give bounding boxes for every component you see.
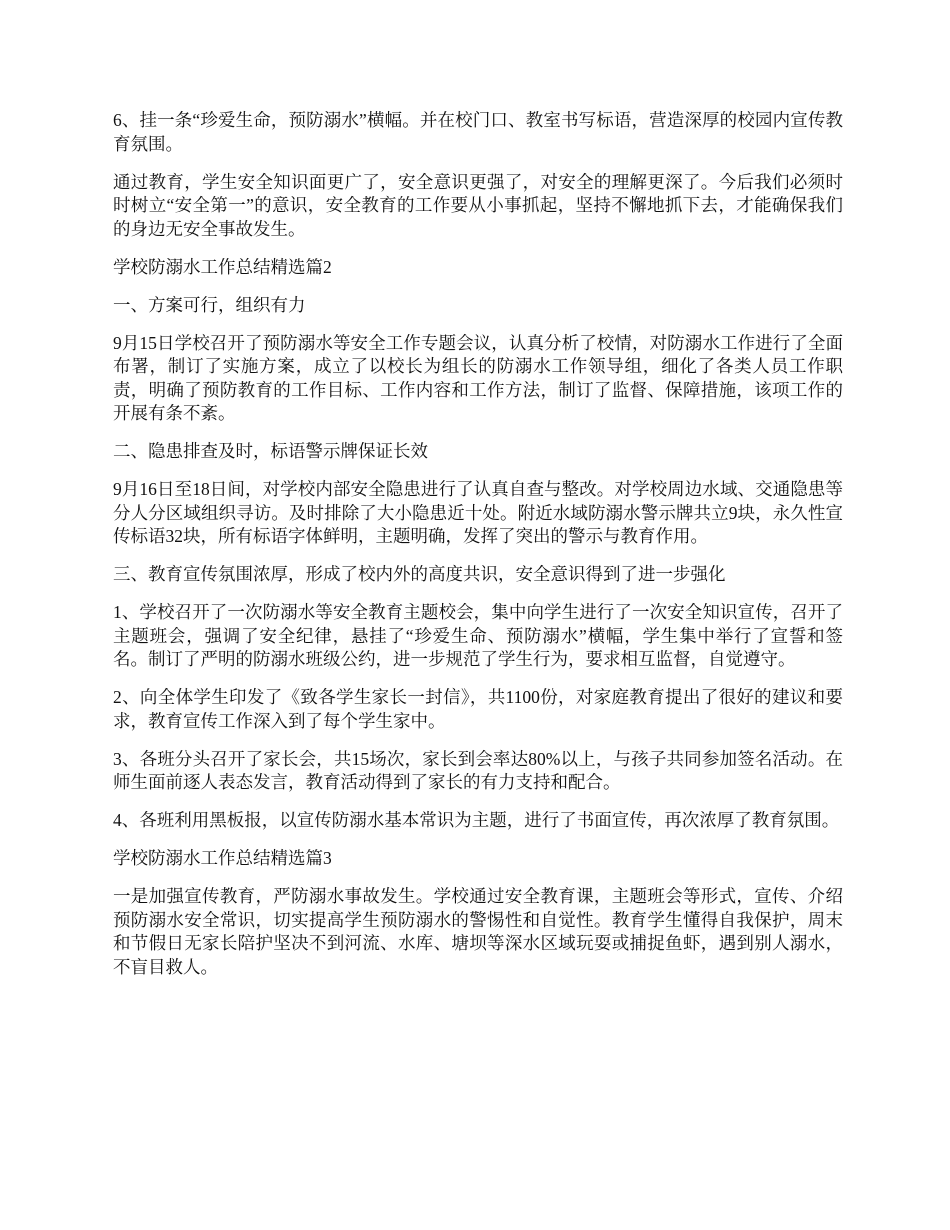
paragraph-publicity: 一是加强宣传教育，严防溺水事故发生。学校通过安全教育课，主题班会等形式，宣传、介绍预防溺水安全常识，切实提高学生预防溺水的警惕性和自觉性。教育学生懂得自我保护，周末和节假日无家长陪护坚决不到河流、水库、塘坝等深水区域玩耍或捕捉鱼虾，遇到别人溺水，不盲目救人。 [113, 886, 843, 977]
subheading-education: 三、教育宣传氛围浓厚，形成了校内外的高度共识，安全意识得到了进一步强化 [113, 564, 726, 584]
subheading-hazard-check: 二、隐患排查及时，标语警示牌保证长效 [113, 441, 428, 461]
paragraph-item-6: 6、挂一条“珍爱生命，预防溺水”横幅。并在校门口、教室书写标语，营造深厚的校园内宣传教育氛围。 [113, 110, 843, 154]
section-heading-part-3: 学校防溺水工作总结精选篇3 [113, 848, 332, 868]
paragraph-item-2: 2、向全体学生印发了《致各学生家长一封信》，共1100份，对家庭教育提出了很好的建议和要求，教育宣传工作深入到了每个学生家中。 [113, 687, 843, 731]
paragraph-item-4: 4、各班利用黑板报，以宣传防溺水基本常识为主题，进行了书面宣传，再次浓厚了教育氛围。 [113, 810, 840, 830]
section-heading-part-2: 学校防溺水工作总结精选篇2 [113, 256, 332, 277]
paragraph-hazard-check: 9月16日至18日间，对学校内部安全隐患进行了认真自查与整改。对学校周边水域、交通隐患等分人分区域组织寻访。及时排除了大小隐患近十处。附近水域防溺水警示牌共立9块，永久性宣传标语32块，所有标语字体鲜明，主题明确，发挥了突出的警示与教育作用。 [113, 479, 843, 546]
document-body [113, 109, 843, 994]
paragraph-meeting: 9月15日学校召开了预防溺水等安全工作专题会议，认真分析了校情，对防溺水工作进行了全面布署，制订了实施方案，成立了以校长为组长的防溺水工作领导组，细化了各类人员工作职责，明确了预防教育的工作目标、工作内容和工作方法，制订了监督、保障措施，该项工作的开展有条不紊。 [113, 332, 843, 423]
paragraph-item-3: 3、各班分头召开了家长会，共15场次，家长到会率达80%以上，与孩子共同参加签名活动。在师生面前逐人表态发言，教育活动得到了家长的有力支持和配合。 [113, 748, 843, 792]
paragraph-conclusion: 通过教育，学生安全知识面更广了，安全意识更强了，对安全的理解更深了。今后我们必须时时树立“安全第一”的意识，安全教育的工作要从小事抓起，坚持不懈地抓下去，才能确保我们的身边无安全事故发生。 [113, 171, 843, 239]
paragraph-item-1: 1、学校召开了一次防溺水等安全教育主题校会，集中向学生进行了一次安全知识宣传，召开了主题班会，强调了安全纪律，悬挂了“珍爱生命、预防溺水”横幅，学生集中举行了宣誓和签名。制订了严明的防溺水班级公约，进一步规范了学生行为，要求相互监督，自觉遵守。 [113, 602, 843, 669]
subheading-plan: 一、方案可行，组织有力 [113, 294, 306, 315]
